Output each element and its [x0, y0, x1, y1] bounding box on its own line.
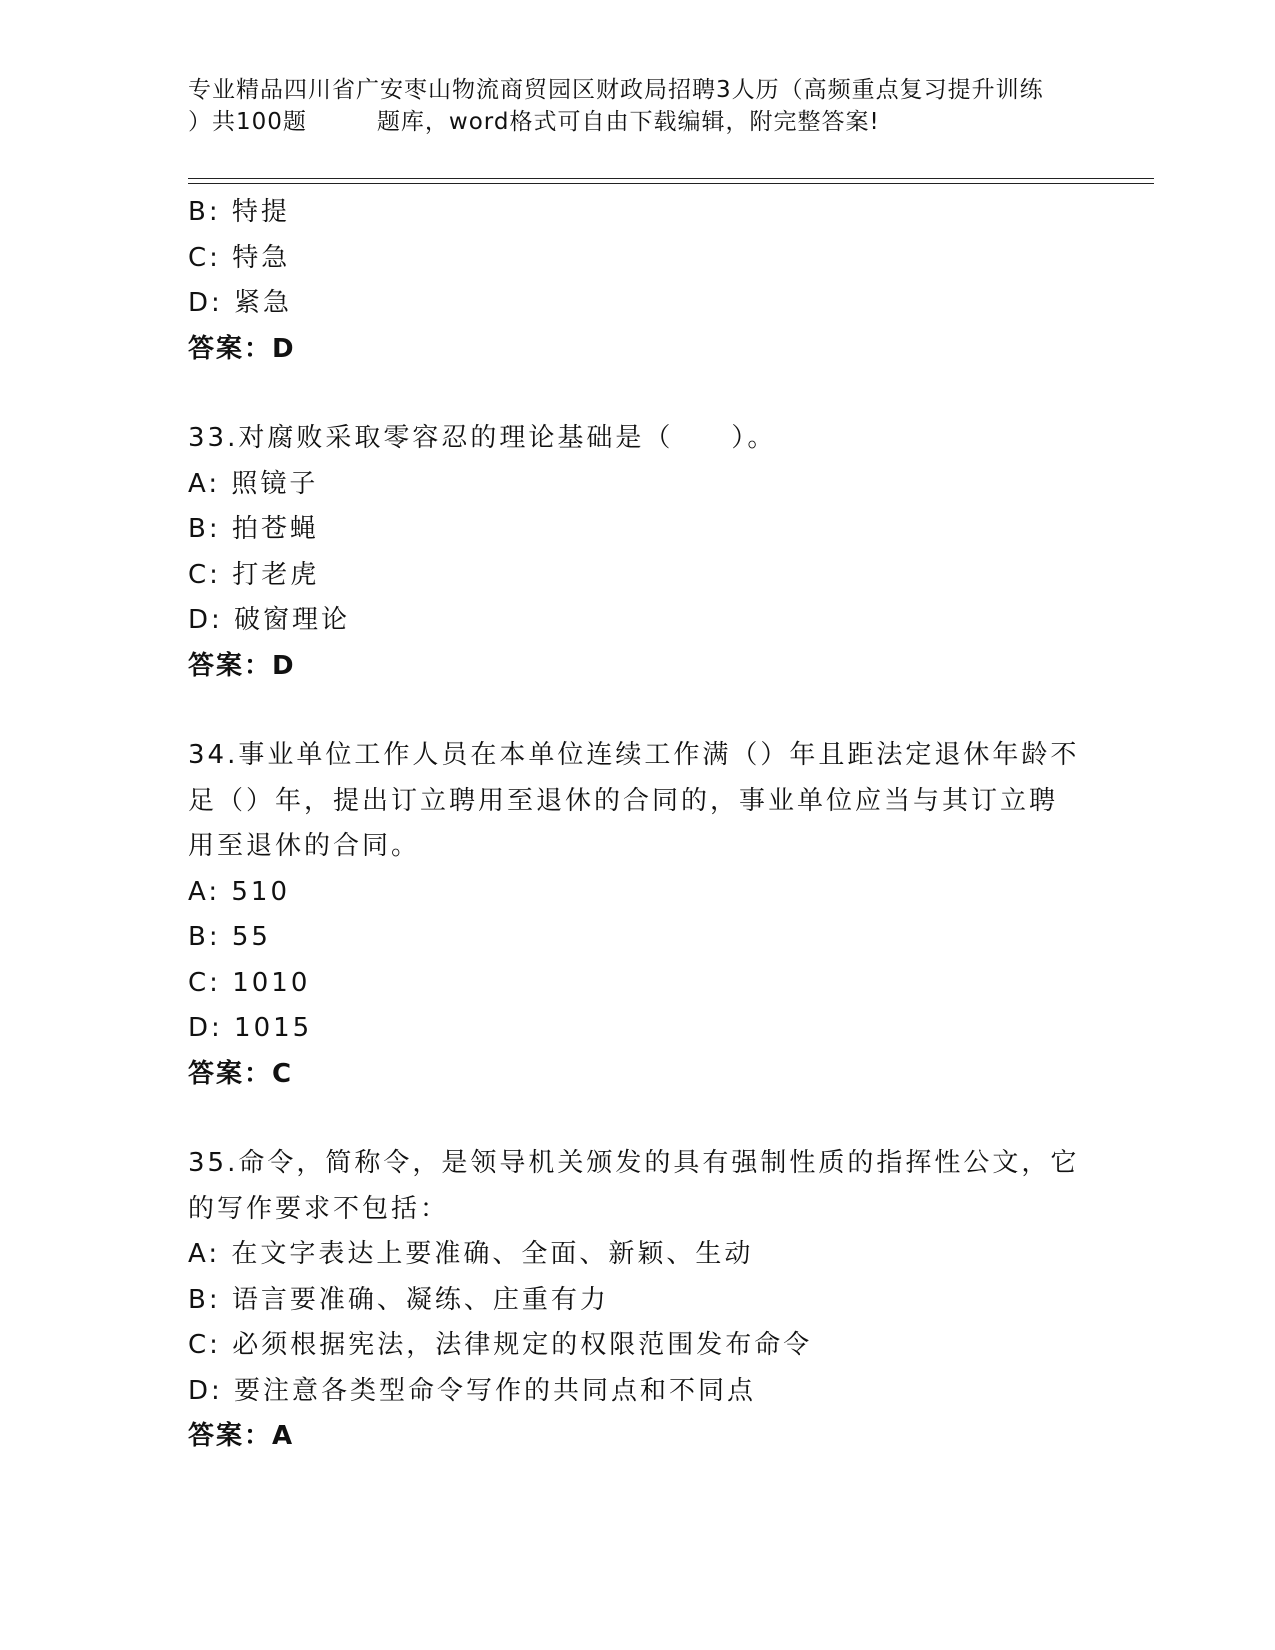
option-d: D: 1015	[188, 1013, 313, 1043]
option-c: C: 必须根据宪法，法律规定的权限范围发布命令	[188, 1330, 813, 1360]
option-c: C: 打老虎	[188, 559, 320, 590]
header-rule-bottom	[188, 183, 1154, 184]
option-a: A: 510	[188, 876, 290, 907]
document-body	[188, 190, 1088, 1460]
question-35	[188, 1141, 1088, 1460]
option-a: A: 在文字表达上要准确、全面、新颖、生动	[188, 1239, 754, 1269]
header-rule-top	[188, 178, 1154, 179]
answer: 答案：D	[188, 650, 296, 681]
question-stem-line: 足（）年，提出订立聘用至退休的合同的，事业单位应当与其订立聘	[188, 785, 1059, 816]
option-d: D: 破窗理论	[188, 605, 351, 635]
header-line-2	[188, 106, 1088, 138]
answer: 答案：C	[188, 1058, 294, 1089]
question-32-tail	[188, 190, 1088, 372]
document-header	[188, 74, 1088, 138]
option-d: D: 紧急	[188, 288, 293, 318]
question-stem-line: 35.命令，简称令，是领导机关颁发的具有强制性质的指挥性公文，它	[188, 1148, 1080, 1178]
question-stem-line: 用至退休的合同。	[188, 831, 421, 861]
answer: 答案：A	[188, 1421, 295, 1451]
header-line-2a: ）共100题	[188, 109, 307, 135]
header-line-2b: 题库，word格式可自由下载编辑，附完整答案!	[376, 109, 880, 135]
question-34	[188, 733, 1088, 1097]
question-stem-line: 34.事业单位工作人员在本单位连续工作满（）年且距法定退休年龄不	[188, 740, 1080, 770]
header-line-1: 专业精品四川省广安枣山物流商贸园区财政局招聘3人历（高频重点复习提升训练	[188, 77, 1044, 103]
question-stem-line: 的写作要求不包括：	[188, 1193, 450, 1224]
question-stem: 33.对腐败采取零容忍的理论基础是（ ）。	[188, 423, 777, 453]
answer: 答案：D	[188, 333, 296, 364]
option-b: B: 55	[188, 922, 271, 952]
option-c: C: 特急	[188, 242, 291, 273]
question-33	[188, 416, 1088, 689]
option-b: B: 拍苍蝇	[188, 514, 319, 544]
option-c: C: 1010	[188, 967, 311, 998]
option-b: B: 特提	[188, 197, 290, 227]
option-d: D: 要注意各类型命令写作的共同点和不同点	[188, 1375, 757, 1406]
option-b: B: 语言要准确、凝练、庄重有力	[188, 1284, 609, 1315]
option-a: A: 照镜子	[188, 468, 319, 499]
